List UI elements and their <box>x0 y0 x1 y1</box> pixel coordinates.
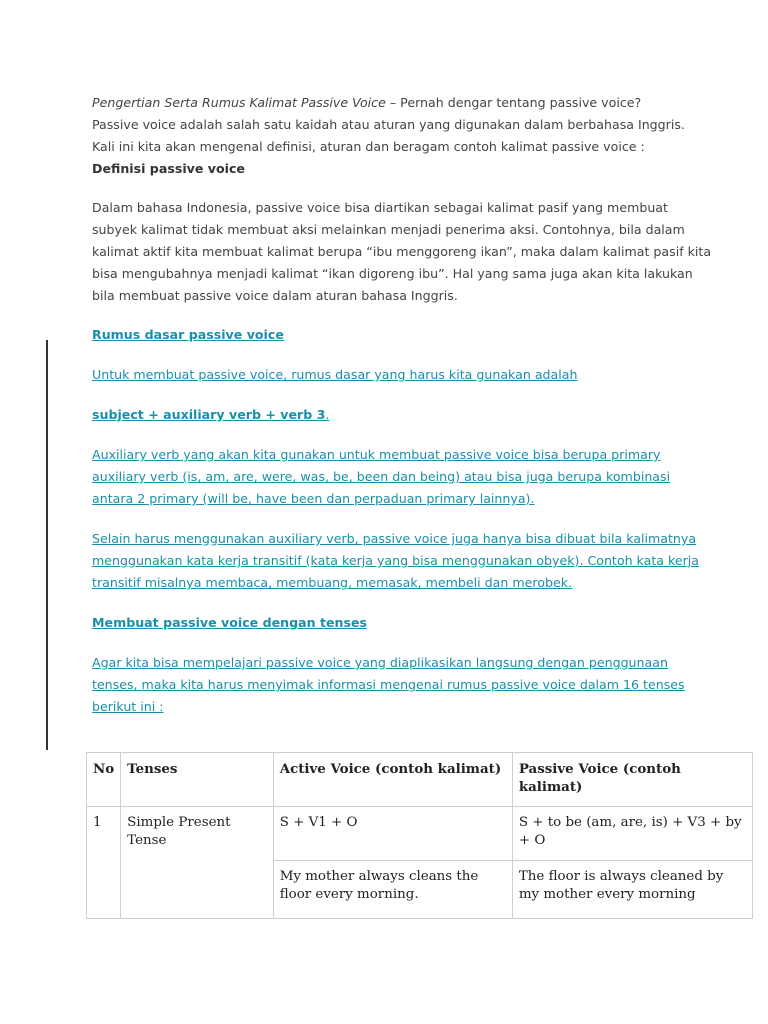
intro-line-1: Pernah dengar tentang passive voice? <box>400 95 642 110</box>
margin-rule <box>46 340 48 750</box>
article-title: Pengertian Serta Rumus Kalimat Passive Voice <box>92 95 386 110</box>
table-row <box>87 861 753 919</box>
intro-line-2: Passive voice adalah salah satu kaidah atau aturan yang digunakan dalam berbahasa Inggris. <box>92 117 685 132</box>
transitive-link-line[interactable]: menggunakan kata kerja transitif (kata kerja yang bisa menggunakan obyek). Contoh kata kerja <box>92 553 699 568</box>
formula-link[interactable]: subject + auxiliary verb + verb 3 <box>92 407 326 422</box>
cell-passive-example: The floor is always cleaned by my mother every morning <box>512 861 752 919</box>
header-active-voice: Active Voice (contoh kalimat) <box>273 753 512 807</box>
rumus-heading-link[interactable]: Rumus dasar passive voice <box>92 327 284 342</box>
auxiliary-paragraph <box>92 444 682 510</box>
tenses-link-line[interactable]: tenses, maka kita harus menyimak informasi mengenai rumus passive voice dalam 16 tenses <box>92 677 685 692</box>
auxiliary-link-line[interactable]: Auxiliary verb yang akan kita gunakan untuk membuat passive voice bisa berupa primary <box>92 447 661 462</box>
cell-tense: Simple Present Tense <box>121 807 274 861</box>
auxiliary-link-line[interactable]: auxiliary verb (is, am, are, were, was, be, been dan being) atau bisa juga berupa kombinasi <box>92 469 671 484</box>
header-tenses: Tenses <box>121 753 274 807</box>
cell-tense-empty <box>121 861 274 919</box>
cell-active-formula: S + V1 + O <box>273 807 512 861</box>
definition-line: kalimat aktif kita membuat kalimat berupa “ibu menggoreng ikan”, maka dalam kalimat pasif kita <box>92 244 712 259</box>
transitive-link-line[interactable]: Selain harus menggunakan auxiliary verb, passive voice juga hanya bisa dibuat bila kalimatnya <box>92 531 697 546</box>
definition-heading: Definisi passive voice <box>92 161 245 176</box>
table-row <box>87 807 753 861</box>
auxiliary-link-line[interactable]: antara 2 primary (will be, have been dan perpaduan primary lainnya). <box>92 491 535 506</box>
transitive-paragraph <box>92 528 699 594</box>
title-dash: – <box>385 95 401 110</box>
formula-suffix[interactable]: . <box>325 407 330 422</box>
rumus-intro-link[interactable]: Untuk membuat passive voice, rumus dasar yang harus kita gunakan adalah <box>92 367 578 382</box>
header-passive-voice: Passive Voice (contoh kalimat) <box>512 753 752 807</box>
intro-paragraph <box>92 92 685 158</box>
definition-line: Dalam bahasa Indonesia, passive voice bisa diartikan sebagai kalimat pasif yang membuat <box>92 200 668 215</box>
tenses-link-line[interactable]: berikut ini : <box>92 699 164 714</box>
table-header-row <box>87 753 753 807</box>
intro-line-3: Kali ini kita akan mengenal definisi, aturan dan beragam contoh kalimat passive voice : <box>92 139 645 154</box>
cell-active-example: My mother always cleans the floor every morning. <box>273 861 512 919</box>
definition-paragraph <box>92 197 712 307</box>
definition-line: bila membuat passive voice dalam aturan bahasa Inggris. <box>92 288 458 303</box>
transitive-link-line[interactable]: transitif misalnya membaca, membuang, memasak, membeli dan merobek. <box>92 575 573 590</box>
tenses-heading-block <box>92 612 682 634</box>
formula-block <box>92 404 682 426</box>
definition-line: bisa mengubahnya menjadi kalimat “ikan digoreng ibu”. Hal yang sama juga akan kita lakukan <box>92 266 693 281</box>
tenses-link-line[interactable]: Agar kita bisa mempelajari passive voice yang diaplikasikan langsung dengan penggunaan <box>92 655 668 670</box>
tenses-heading-link[interactable]: Membuat passive voice dengan tenses <box>92 615 368 630</box>
article-body <box>92 92 712 718</box>
cell-no: 1 <box>87 807 121 861</box>
cell-passive-formula: S + to be (am, are, is) + V3 + by + O <box>512 807 752 861</box>
cell-no-empty <box>87 861 121 919</box>
tenses-intro-paragraph <box>92 652 685 718</box>
tenses-table <box>86 752 753 919</box>
rumus-heading-block <box>92 324 682 346</box>
header-no: No <box>87 753 121 807</box>
definition-line: subyek kalimat tidak membuat aksi melainkan menjadi penerima aksi. Contohnya, bila dalam <box>92 222 685 237</box>
rumus-intro-block <box>92 364 682 386</box>
